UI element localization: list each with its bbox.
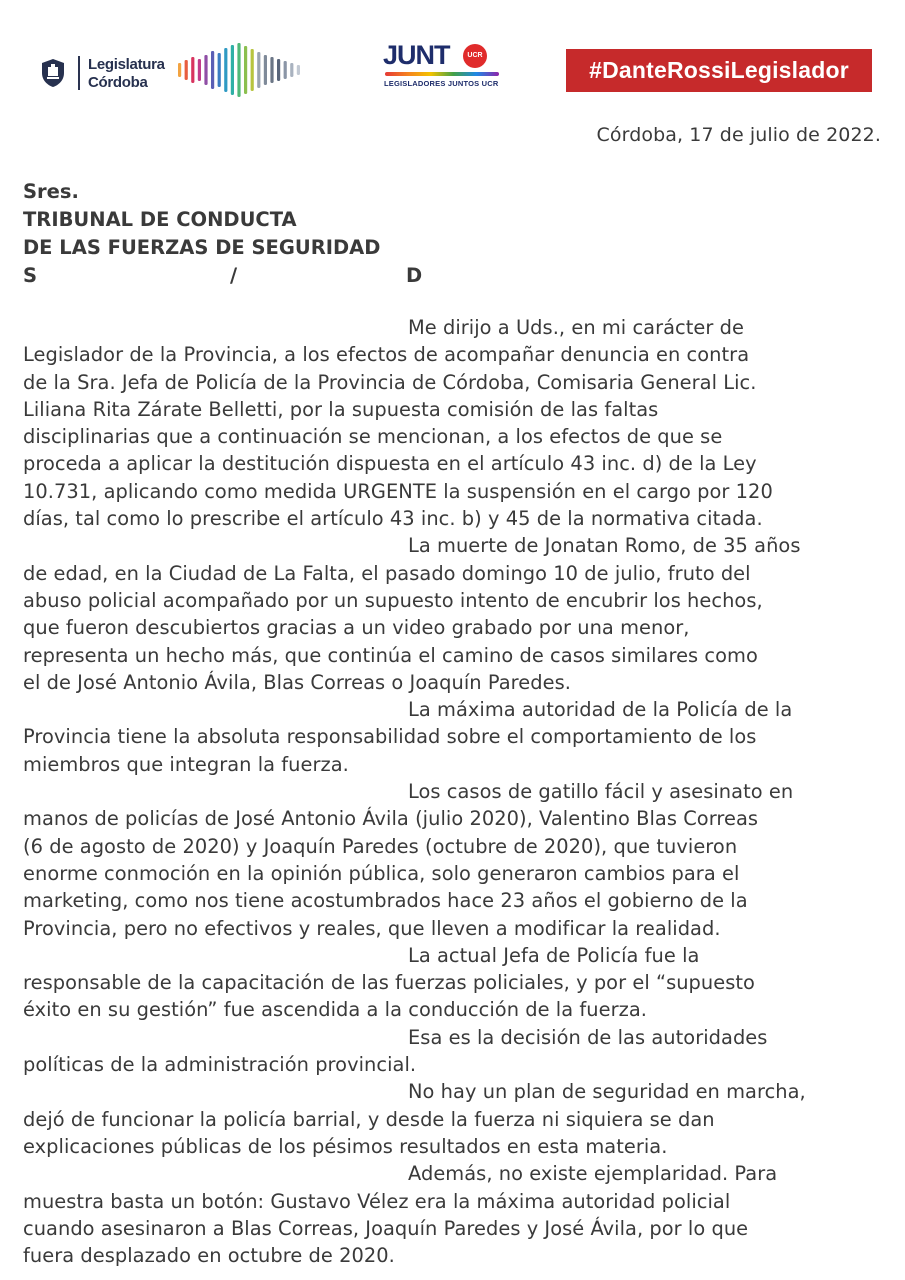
paragraph-line: Me dirijo a Uds., en mi carácter de <box>408 316 744 339</box>
equalizer-bar <box>224 48 227 92</box>
body-paragraph <box>23 1160 883 1269</box>
paragraph-line: que fueron descubiertos gracias a un video grabado por una menor, <box>23 616 690 640</box>
recipient-name-line2: DE LAS FUERZAS DE SEGURIDAD <box>23 236 381 259</box>
equalizer-bar <box>218 53 221 87</box>
paragraph-line: Legislador de la Provincia, a los efectos de acompañar denuncia en contra <box>23 343 750 367</box>
paragraph-line: marketing, como nos tiene acostumbrados hace 23 años el gobierno de la <box>23 889 748 913</box>
equalizer-bar <box>277 59 280 81</box>
body-paragraph <box>23 532 883 696</box>
legislatura-name-line1: Legislatura <box>88 56 165 73</box>
juntos-tagline: LEGISLADORES JUNTOS UCR <box>384 79 499 88</box>
paragraph-line: de la Sra. Jefa de Policía de la Provincia de Córdoba, Comisaria General Lic. <box>23 370 757 394</box>
equalizer-bar <box>198 59 201 81</box>
paragraph-line: enorme conmoción en la opinión pública, solo generaron cambios para el <box>23 861 740 885</box>
paragraph-line: éxito en su gestión” fue ascendida a la conducción de la fuerza. <box>23 998 647 1022</box>
sd-slash: / <box>230 264 238 287</box>
recipient-name-line1: TRIBUNAL DE CONDUCTA <box>23 208 297 231</box>
equalizer-bar <box>251 49 254 91</box>
paragraph-line: de edad, en la Ciudad de La Falta, el pasado domingo 10 de julio, fruto del <box>23 561 751 585</box>
paragraph-line: miembros que integran la fuerza. <box>23 752 349 776</box>
paragraph-line: manos de policías de José Antonio Ávila (julio 2020), Valentino Blas Correas <box>23 807 759 831</box>
paragraph-line: representa un hecho más, que continúa el camino de casos similares como <box>23 643 758 667</box>
logo-divider <box>78 56 80 90</box>
body-paragraph <box>23 778 883 942</box>
paragraph-line: Liliana Rita Zárate Belletti, por la supuesta comisión de las faltas <box>23 397 659 421</box>
paragraph-line: fuera desplazado en octubre de 2020. <box>23 1244 395 1268</box>
paragraph-line: La actual Jefa de Policía fue la <box>408 943 700 967</box>
paragraph-line: muestra basta un botón: Gustavo Vélez era la máxima autoridad policial <box>23 1189 731 1213</box>
paragraph-line: Provincia tiene la absoluta responsabilidad sobre el comportamiento de los <box>23 725 757 749</box>
sd-s: S <box>23 264 38 287</box>
body-paragraph <box>23 696 883 778</box>
paragraph-line: el de José Antonio Ávila, Blas Correas o Joaquín Paredes. <box>23 670 571 694</box>
equalizer-bar <box>178 63 181 77</box>
equalizer-bar <box>185 60 188 80</box>
letter-body <box>23 314 883 1269</box>
paragraph-line: responsable de la capacitación de las fuerzas policiales, y por el “supuesto <box>23 971 755 995</box>
body-paragraph <box>23 1078 883 1160</box>
equalizer-bar <box>237 43 240 97</box>
body-paragraph <box>23 942 883 1024</box>
equalizer-bar <box>244 46 247 94</box>
recipient-block <box>23 178 443 290</box>
paragraph-line: políticas de la administración provincial. <box>23 1053 417 1077</box>
juntos-wordmark: JUNT <box>383 40 450 70</box>
paragraph-line: La máxima autoridad de la Policía de la <box>408 698 793 722</box>
equalizer-bar <box>204 55 207 85</box>
equalizer-bars-icon <box>176 40 306 100</box>
equalizer-bar <box>284 61 287 79</box>
sd-line <box>23 262 443 290</box>
equalizer-bar <box>211 51 214 89</box>
equalizer-bar <box>231 45 234 95</box>
legislatura-name-line2: Córdoba <box>88 74 148 91</box>
letter-date: Córdoba, 17 de julio de 2022. <box>596 124 881 146</box>
juntos-ucr-logo <box>383 42 503 92</box>
hashtag-banner: #DanteRossiLegislador <box>566 49 872 92</box>
equalizer-bar <box>191 57 194 83</box>
equalizer-bar <box>264 55 267 85</box>
paragraph-line: (6 de agosto de 2020) y Joaquín Paredes (octubre de 2020), que tuvieron <box>23 834 738 858</box>
recipient-salutation: Sres. <box>23 180 79 203</box>
paragraph-line: abuso policial acompañado por un supuesto intento de encubrir los hechos, <box>23 588 763 612</box>
equalizer-bar <box>297 65 300 75</box>
equalizer-bar <box>290 63 293 77</box>
paragraph-line: proceda a aplicar la destitución dispuesta en el artículo 43 inc. d) de la Ley <box>23 452 757 476</box>
equalizer-bar <box>270 57 273 83</box>
paragraph-line: Provincia, pero no efectivos y reales, que lleven a modificar la realidad. <box>23 916 721 940</box>
paragraph-line: Además, no existe ejemplaridad. Para <box>408 1162 778 1186</box>
sd-d: D <box>406 264 423 287</box>
paragraph-line: 10.731, aplicando como medida URGENTE la suspensión en el cargo por 120 <box>23 479 773 503</box>
body-paragraph <box>23 1024 883 1079</box>
paragraph-line: explicaciones públicas de los pésimos resultados en esta materia. <box>23 1134 668 1158</box>
paragraph-line: No hay un plan de seguridad en marcha, <box>408 1080 806 1104</box>
equalizer-bar <box>257 52 260 88</box>
letterhead <box>0 0 905 110</box>
paragraph-line: Esa es la decisión de las autoridades <box>408 1025 768 1049</box>
paragraph-line: días, tal como lo prescribe el artículo 43 inc. b) y 45 de la normativa citada. <box>23 507 763 531</box>
ucr-badge: UCR <box>463 44 487 68</box>
shield-seal-icon <box>40 58 66 88</box>
rainbow-stripe <box>385 72 499 76</box>
paragraph-line: dejó de funcionar la policía barrial, y desde la fuerza ni siquiera se dan <box>23 1107 715 1131</box>
paragraph-line: cuando asesinaron a Blas Correas, Joaquín Paredes y José Ávila, por lo que <box>23 1216 749 1240</box>
paragraph-line: Los casos de gatillo fácil y asesinato en <box>408 780 794 804</box>
paragraph-line: La muerte de Jonatan Romo, de 35 años <box>408 534 801 558</box>
legislatura-cordoba-logo <box>38 40 303 100</box>
paragraph-line: disciplinarias que a continuación se mencionan, a los efectos de que se <box>23 425 723 449</box>
body-paragraph <box>23 314 883 532</box>
